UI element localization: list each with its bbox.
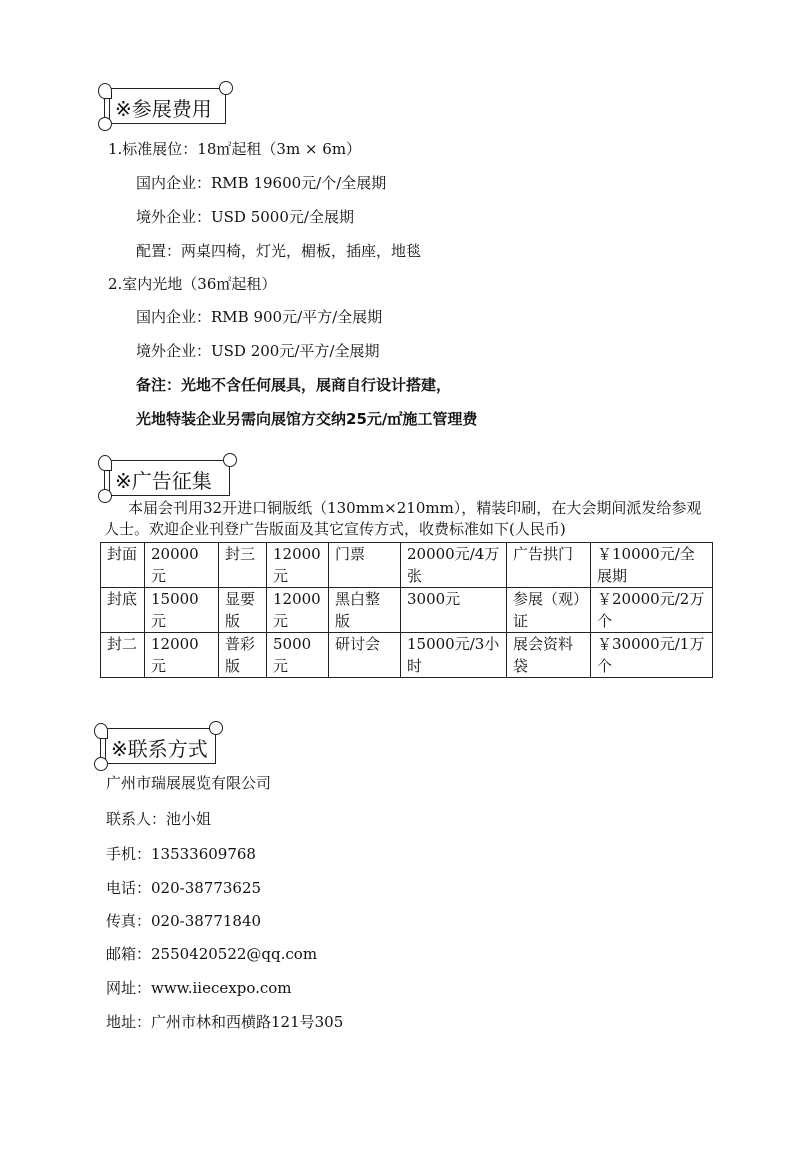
scroll-curl — [94, 723, 108, 739]
table-cell: 5000元 — [267, 633, 329, 678]
section-title: ※联系方式 — [111, 737, 208, 761]
table-cell: 封面 — [101, 543, 145, 588]
scroll-curl — [98, 117, 112, 131]
advertising-intro: 本届会刊用32开进口铜版纸（130mm×210mm），精装印刷，在大会期间派发给参观人士。欢迎企业刊登广告版面及其它宣传方式，收费标准如下(人民币) — [104, 499, 702, 538]
table-cell: 封三 — [219, 543, 267, 588]
scroll-curl — [209, 721, 223, 735]
section-header-advertising — [104, 460, 230, 496]
fee-foreign: 境外企业：USD 200元/平方/全展期 — [136, 342, 380, 360]
table-cell: 12000元 — [145, 633, 219, 678]
table-cell: 黑白整版 — [329, 588, 401, 633]
section-header-contact — [100, 728, 216, 764]
table-row — [101, 588, 713, 633]
scroll-curl — [98, 83, 112, 99]
contact-address: 地址：广州市林和西横路121号305 — [106, 1013, 344, 1031]
fee-note: 光地特装企业另需向展馆方交纳25元/㎡施工管理费 — [136, 410, 478, 428]
table-cell: ￥20000元/2万个 — [591, 588, 713, 633]
table-cell: ￥10000元/全展期 — [591, 543, 713, 588]
scroll-curl — [219, 81, 233, 95]
fee-item-standard-booth: 1.标准展位：18㎡起租（3m × 6m） — [108, 140, 362, 158]
contact-phone: 电话：020-38773625 — [106, 879, 262, 897]
fee-domestic: 国内企业：RMB 900元/平方/全展期 — [136, 308, 383, 326]
table-cell: 3000元 — [401, 588, 507, 633]
fee-domestic: 国内企业：RMB 19600元/个/全展期 — [136, 174, 387, 192]
table-row — [101, 543, 713, 588]
contact-fax: 传真：020-38771840 — [106, 912, 262, 930]
table-cell: 参展（观）证 — [507, 588, 591, 633]
contact-mobile: 手机：13533609768 — [106, 845, 256, 863]
scroll-curl — [98, 455, 112, 471]
fee-note: 备注：光地不含任何展具，展商自行设计搭建， — [136, 376, 452, 394]
table-cell: 展会资料袋 — [507, 633, 591, 678]
table-cell: 广告拱门 — [507, 543, 591, 588]
contact-website: 网址：www.iiecexpo.com — [106, 979, 292, 997]
scroll-curl — [223, 453, 237, 467]
table-cell: 20000元/4万张 — [401, 543, 507, 588]
table-cell: 15000元/3小时 — [401, 633, 507, 678]
table-cell: 门票 — [329, 543, 401, 588]
section-title: ※参展费用 — [115, 97, 212, 121]
table-cell: 12000元 — [267, 588, 329, 633]
contact-company: 广州市瑞展展览有限公司 — [106, 774, 272, 792]
fee-foreign: 境外企业：USD 5000元/全展期 — [136, 208, 354, 226]
table-cell: 12000元 — [267, 543, 329, 588]
table-row — [101, 633, 713, 678]
contact-email: 邮箱：2550420522@qq.com — [106, 945, 318, 963]
table-cell: 显要版 — [219, 588, 267, 633]
table-cell: 封底 — [101, 588, 145, 633]
table-cell: 普彩版 — [219, 633, 267, 678]
section-title: ※广告征集 — [115, 469, 212, 493]
scroll-curl — [94, 757, 108, 771]
section-header-fees — [104, 88, 226, 124]
fee-item-raw-space: 2.室内光地（36㎡起租） — [108, 275, 277, 293]
table-cell: 15000元 — [145, 588, 219, 633]
table-cell: ￥30000元/1万个 — [591, 633, 713, 678]
table-cell: 20000元 — [145, 543, 219, 588]
booth-config: 配置：两桌四椅，灯光，楣板，插座，地毯 — [136, 242, 422, 260]
contact-person: 联系人：池小姐 — [106, 810, 212, 828]
table-cell: 研讨会 — [329, 633, 401, 678]
advertising-price-table — [100, 542, 713, 678]
table-cell: 封二 — [101, 633, 145, 678]
